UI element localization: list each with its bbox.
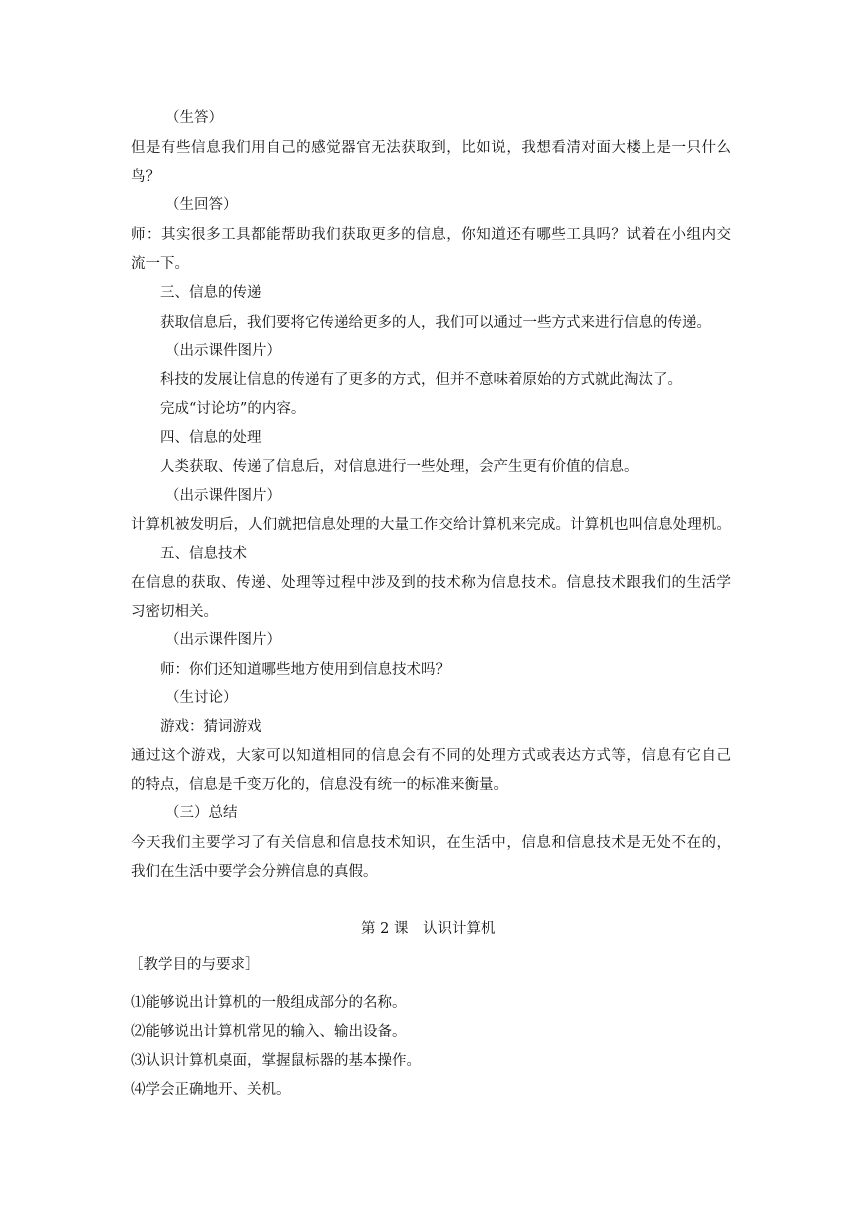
paragraph-line: 完成“讨论坊”的内容。	[160, 401, 306, 417]
lesson-title: 第 2 课 认识计算机	[361, 921, 496, 937]
section-heading: （三）总结	[165, 805, 238, 821]
paragraph-line: 今天我们主要学习了有关信息和信息技术知识，在生活中，信息和信息技术是无处不在的，	[131, 835, 731, 851]
paragraph-line: 我们在生活中要学会分辨信息的真假。	[131, 864, 378, 880]
paragraph-line: 通过这个游戏，大家可以知道相同的信息会有不同的处理方式或表达方式等，信息有它自己	[131, 748, 731, 764]
section-heading: 三、信息的传递	[160, 285, 262, 301]
paragraph-line: （生答）	[165, 110, 223, 126]
objective-item: ⑷学会正确地开、关机。	[131, 1082, 291, 1098]
paragraph-line: （出示课件图片）	[165, 488, 281, 504]
paragraph-line: 鸟？	[131, 169, 160, 185]
section-heading: 五、信息技术	[160, 546, 247, 562]
paragraph-line: 的特点，信息是千变万化的，信息没有统一的标准来衡量。	[131, 777, 508, 793]
paragraph-line: （出示课件图片）	[165, 632, 281, 648]
objective-item: ⑶认识计算机桌面，掌握鼠标器的基本操作。	[131, 1053, 421, 1069]
objective-item: ⑵能够说出计算机常见的输入、输出设备。	[131, 1024, 407, 1040]
paragraph-line: 但是有些信息我们用自己的感觉器官无法获取到，比如说，我想看清对面大楼上是一只什么	[131, 140, 731, 156]
paragraph-line: 获取信息后，我们要将它传递给更多的人，我们可以通过一些方式来进行信息的传递。	[160, 315, 711, 331]
objectives-heading: ［教学目的与要求］	[129, 957, 260, 973]
paragraph-line: 流一下。	[131, 256, 189, 272]
paragraph-line: 在信息的获取、传递、处理等过程中涉及到的技术称为信息技术。信息技术跟我们的生活学	[131, 575, 731, 591]
paragraph-line: （出示课件图片）	[165, 343, 281, 359]
paragraph-line: 师：其实很多工具都能帮助我们获取更多的信息，你知道还有哪些工具吗？试着在小组内交	[131, 227, 731, 243]
paragraph-line: 师：你们还知道哪些地方使用到信息技术吗？	[160, 662, 450, 678]
paragraph-line: （生讨论）	[165, 690, 238, 706]
paragraph-line: 习密切相关。	[131, 604, 218, 620]
paragraph-line: 科技的发展让信息的传递有了更多的方式，但并不意味着原始的方式就此淘汰了。	[160, 372, 682, 388]
section-heading: 四、信息的处理	[160, 430, 262, 446]
paragraph-line: 人类获取、传递了信息后，对信息进行一些处理，会产生更有价值的信息。	[160, 459, 639, 475]
paragraph-line: 计算机被发明后，人们就把信息处理的大量工作交给计算机来完成。计算机也叫信息处理机。	[131, 517, 731, 533]
paragraph-line: （生回答）	[165, 197, 238, 213]
paragraph-line: 游戏：猜词游戏	[160, 719, 262, 735]
objective-item: ⑴能够说出计算机的一般组成部分的名称。	[131, 995, 407, 1011]
